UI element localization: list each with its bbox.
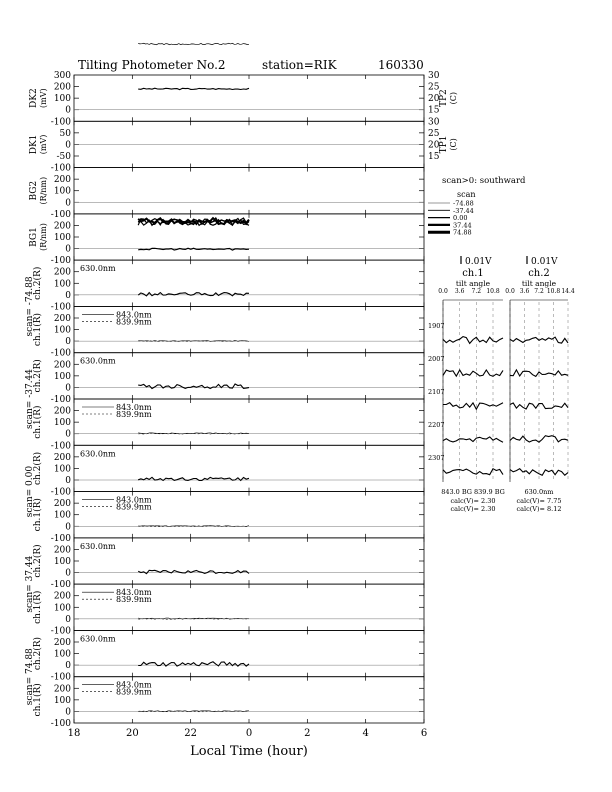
y-tick-label: 200 [53,360,71,371]
tilt-subtitle: tilt angle [455,279,491,288]
y-tick-label: 50 [59,128,71,139]
right-y-tick-label: 30 [428,71,440,81]
panel-bg1 [29,214,424,266]
chart-title: Tilting Photometer No.2 [78,58,226,72]
right-y-axis-label: TP1 [439,135,449,154]
scale-label: 0.01V [465,257,492,267]
y-tick-label: 200 [53,221,71,232]
series-line [138,662,249,666]
tilt-time-label: 2107 [428,388,445,396]
panel-s4c2 [32,538,424,590]
y-tick-label: 300 [53,71,71,81]
right-y-tick-label: 30 [428,117,440,128]
tilt-tick-label: 0.0 [438,288,448,295]
panel-dk2 [29,71,458,127]
y-tick-label: 0 [65,522,71,533]
legend-label: 843.0nm [116,403,152,412]
y-tick-label: 0 [65,707,71,718]
y-tick-label: 0 [65,383,71,394]
x-tick-label: 0 [245,728,253,739]
panel-s2c1 [25,369,424,452]
scan-legend-label: 37.44 [453,221,472,230]
panel-frame [74,353,424,399]
tilt-footer: 843.0 BG 839.9 BG [441,488,505,496]
y-tick-label: 0 [65,337,71,348]
legend-label: 843.0nm [116,310,152,320]
y-tick-label: -100 [50,209,71,220]
legend-label: 843.0nm [116,495,152,505]
y-tick-label: -100 [50,163,71,174]
panel-s5c2 [32,630,424,682]
tilt-subtitle: tilt angle [521,279,557,288]
y-axis-label: ch.2(R) [33,266,43,300]
panel-dk1 [29,117,458,173]
panel-frame [74,168,424,214]
y-axis-label: ch.2(R) [33,544,43,578]
scan-note: scan>0: southward [442,176,526,186]
y-tick-label: 100 [53,94,71,105]
y-tick-label: 0 [65,290,71,301]
y-tick-label: -50 [56,152,71,162]
tilt-cal: calc(V)= 2.30 [450,505,496,513]
series-line [138,88,249,89]
tilt-trace [443,437,503,442]
y-tick-label: 200 [53,591,71,602]
panel-s5c1 [25,648,424,729]
tilt-tick-label: 0.0 [505,288,515,295]
y-tick-label: 200 [53,499,71,510]
panel-s3c1 [25,466,424,544]
y-axis-label: ch.1(R) [33,312,43,347]
station-label: station=RIK [262,58,337,72]
legend-label: 839.9nm [116,687,152,697]
y-tick-label: -100 [50,672,71,683]
tilt-channel-title: ch.2 [528,268,550,279]
y-tick-label: -100 [50,533,71,544]
y-tick-label: 200 [53,545,71,556]
y-tick-label: 200 [53,82,71,93]
y-tick-label: -100 [50,117,71,128]
y-tick-label: -100 [50,487,71,498]
right-y-tick-label: 25 [428,128,440,139]
right-y-axis-unit: (C) [449,91,458,105]
y-tick-label: -100 [50,302,71,313]
y-tick-label: -100 [50,348,71,359]
scan-legend-label: 74.88 [453,228,472,237]
y-tick-label: 0 [65,244,71,255]
tilt-time-label: 2207 [428,421,445,429]
panel-s4c1 [25,555,424,636]
right-y-tick-label: 20 [428,94,440,105]
tilt-tick-label: 14.4 [561,288,575,295]
series-line [138,293,249,296]
panel-s3c2 [32,445,424,497]
series-line [138,384,249,389]
y-tick-label: 200 [53,267,71,278]
panel-frame [74,445,424,491]
y-axis-label: ch.2(R) [33,451,43,486]
y-axis-label: ch.1(R) [33,590,43,624]
tilt-trace [443,403,503,410]
tilt-trace [443,370,503,376]
y-tick-label: 0 [65,198,71,209]
scan-legend-title: scan [457,190,476,199]
y-tick-label: 0 [65,614,71,625]
x-tick-label: 2 [304,728,311,739]
legend-label: 839.9nm [116,595,152,605]
legend-label: 839.9nm [116,317,152,327]
x-tick-label: 18 [67,728,81,739]
panel-inner-label: 630.0nm [80,541,116,551]
y-tick-label: -100 [50,395,71,405]
y-tick-label: -100 [50,580,71,591]
legend-label: 843.0nm [116,588,152,598]
y-tick-label: 100 [53,186,71,197]
y-axis-label: ch.1(R) [33,683,43,717]
panel-inner-label: 630.0nm [80,634,116,644]
x-tick-label: 6 [420,728,428,739]
scan-legend-label: -74.88 [453,199,474,208]
y-tick-label: -100 [50,719,71,729]
legend-label: 839.9nm [116,410,152,419]
y-tick-label: 200 [53,638,71,648]
x-tick-label: 22 [184,728,198,739]
panel-s1c2 [32,260,424,312]
y-tick-label: -100 [50,441,71,452]
scan-group-label: scan= -37.44 [25,368,35,430]
y-tick-label: 100 [53,233,71,243]
x-tick-label: 20 [125,728,139,739]
right-y-tick-label: 25 [428,82,440,93]
right-y-tick-label: 20 [428,140,440,151]
y-axis-label: BG1 [29,227,39,247]
legend-label: 843.0nm [116,680,152,690]
y-tick-label: 100 [53,464,71,475]
y-tick-label: 0 [65,661,71,672]
y-tick-label: -100 [50,626,71,637]
y-tick-label: 100 [53,603,71,614]
y-tick-label: 0 [65,140,71,151]
tilt-trace [443,469,503,475]
y-tick-label: 200 [53,175,71,186]
y-axis-unit: (R/nm) [39,176,48,205]
y-axis-unit: (mV) [39,134,48,155]
tilt-time-label: 2007 [428,355,445,363]
panel-inner-label: 630.0nm [80,264,116,274]
panel-frame [74,630,424,676]
y-axis-unit: (R/nm) [39,223,48,251]
y-axis-label: ch.1(R) [33,498,43,532]
y-tick-label: 100 [53,325,71,336]
y-tick-label: 100 [53,510,71,521]
tilt-tick-label: 10.8 [486,288,500,295]
y-axis-label: ch.2(R) [33,636,43,671]
tilt-cal: calc(V)= 7.75 [516,497,562,505]
tilt-tick-label: 7.2 [534,288,544,295]
panel-frame [74,75,424,121]
y-tick-label: 200 [53,406,71,417]
y-tick-label: 0 [65,476,71,486]
panel-frame [74,260,424,306]
top-trace [138,43,249,44]
y-axis-label: BG2 [29,180,39,201]
tilt-tick-label: 3.6 [519,288,530,295]
y-axis-label: DK2 [29,88,39,108]
right-y-axis-label: TP2 [439,89,449,108]
scan-legend-label: 0.00 [453,214,468,223]
y-tick-label: 200 [53,314,71,324]
scan-group-label: scan= 37.44 [25,555,35,613]
y-tick-label: 100 [53,418,71,429]
scale-label: 0.01V [531,257,558,267]
y-tick-label: 100 [53,279,71,290]
y-tick-label: 200 [53,452,71,463]
tilt-tick-label: 7.2 [471,288,482,295]
tilt-tick-label: 10.8 [546,288,561,295]
panel-s1c1 [25,276,424,359]
y-axis-unit: (mV) [39,88,48,108]
right-y-axis-unit: (C) [449,138,458,151]
y-tick-label: 100 [53,649,71,660]
x-tick-label: 4 [362,728,369,739]
y-tick-label: 100 [53,695,71,706]
panel-bg2 [29,168,424,220]
tilt-channel-title: ch.1 [462,268,484,279]
y-axis-label: DK1 [29,134,39,155]
y-axis-label: ch.2(R) [33,359,43,393]
tilt-cal: calc(V)= 8.12 [516,505,562,513]
series-line [138,570,249,573]
date-label: 160330 [378,58,424,72]
panel-frame [74,538,424,584]
tilt-footer: 630.0nm [524,488,554,496]
scan-group-label: scan= -74.88 [25,276,35,337]
y-tick-label: 0 [65,429,71,440]
y-tick-label: 0 [65,568,71,579]
y-tick-label: -100 [50,256,71,267]
right-y-tick-label: 15 [428,105,440,116]
scan-group-label: scan= 74.88 [25,648,35,706]
tilt-time-label: 2307 [428,454,445,462]
panel-inner-label: 630.0nm [80,356,116,366]
x-axis-label: Local Time (hour) [190,744,308,759]
panel-s2c2 [32,353,424,405]
scan-group-label: scan= 0.00 [25,465,35,518]
tilt-trace [443,337,503,344]
y-tick-label: 0 [65,105,71,116]
y-tick-label: 100 [53,371,71,382]
right-y-tick-label: 15 [428,152,440,162]
tilt-tick-label: 3.6 [454,288,465,295]
legend-label: 839.9nm [116,502,152,512]
y-tick-label: 200 [53,684,71,695]
tilt-time-label: 1907 [428,322,445,330]
y-tick-label: 100 [53,557,71,567]
y-axis-label: ch.1(R) [33,405,43,439]
tilt-cal: calc(V)= 2.30 [450,497,496,505]
scan-legend-label: -37.44 [453,206,474,215]
panel-inner-label: 630.0nm [80,449,116,459]
